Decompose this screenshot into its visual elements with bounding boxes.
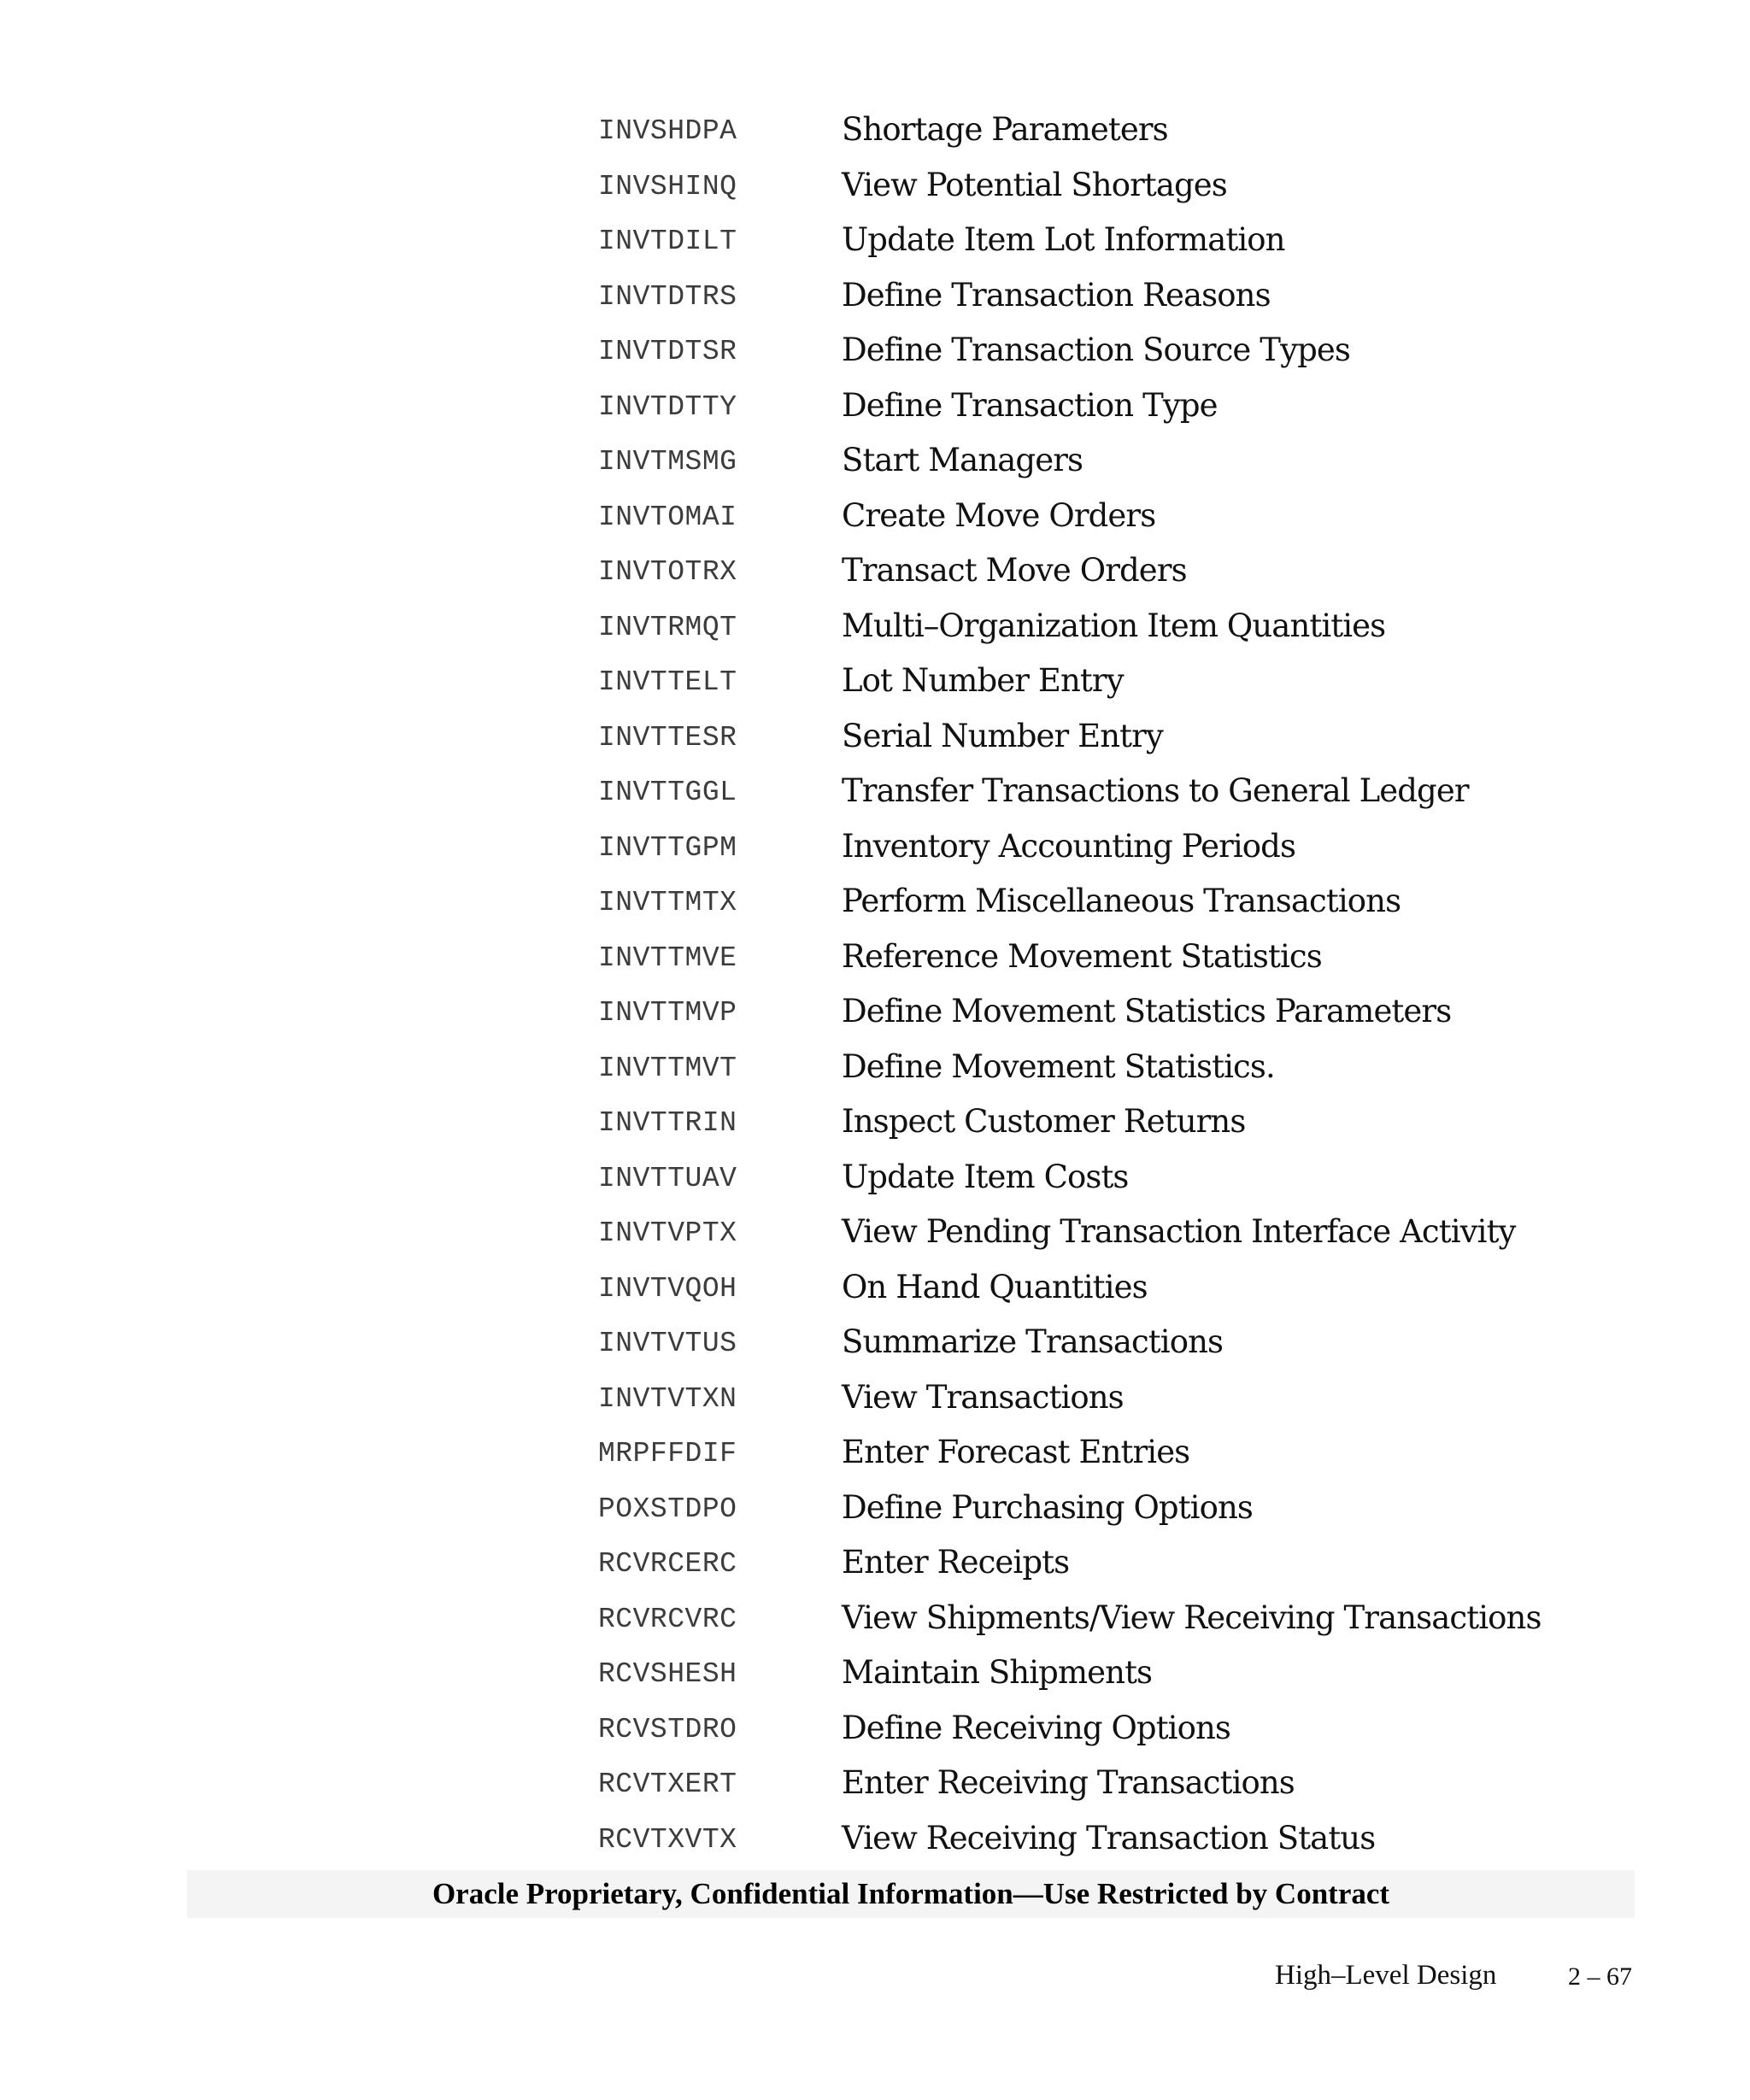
form-name: Define Transaction Source Types bbox=[842, 331, 1350, 368]
list-item bbox=[0, 1045, 1750, 1100]
form-name: Maintain Shipments bbox=[842, 1654, 1153, 1691]
footer-page-number: 2 – 67 bbox=[1568, 1962, 1632, 1991]
form-name: View Potential Shortages bbox=[842, 166, 1227, 203]
list-item bbox=[0, 1100, 1750, 1155]
list-item bbox=[0, 659, 1750, 714]
form-code: INVTVQOH bbox=[598, 1272, 737, 1305]
form-code: INVTTMVT bbox=[598, 1052, 737, 1084]
list-item bbox=[0, 218, 1750, 273]
list-item bbox=[0, 1761, 1750, 1816]
form-name: Define Purchasing Options bbox=[842, 1488, 1254, 1526]
form-name: Define Movement Statistics. bbox=[842, 1047, 1275, 1085]
form-code: INVTTMVE bbox=[598, 941, 737, 974]
form-name: Reference Movement Statistics bbox=[842, 937, 1322, 975]
form-name: Define Receiving Options bbox=[842, 1709, 1231, 1746]
form-code: RCVSHESH bbox=[598, 1658, 737, 1690]
list-item bbox=[0, 1265, 1750, 1321]
list-item bbox=[0, 714, 1750, 770]
form-code: RCVTXERT bbox=[598, 1769, 737, 1800]
form-code: INVTDTSR bbox=[598, 336, 737, 367]
form-code: INVTDILT bbox=[598, 226, 737, 257]
form-code: INVTRMQT bbox=[598, 611, 737, 643]
form-name: Start Managers bbox=[842, 442, 1083, 478]
form-code: MRPFFDIF bbox=[598, 1438, 737, 1469]
list-item bbox=[0, 328, 1750, 384]
form-name: On Hand Quantities bbox=[842, 1268, 1148, 1305]
form-name: View Transactions bbox=[842, 1378, 1124, 1416]
form-name: Create Move Orders bbox=[842, 496, 1156, 534]
form-code: INVTTRIN bbox=[598, 1107, 737, 1139]
confidential-banner bbox=[187, 1870, 1635, 1918]
form-code: INVTOMAI bbox=[598, 501, 737, 533]
form-code: INVTDTRS bbox=[598, 280, 737, 313]
list-item bbox=[0, 1816, 1750, 1872]
list-item bbox=[0, 1540, 1750, 1596]
form-code: INVTTGGL bbox=[598, 777, 737, 808]
form-code: INVTVPTX bbox=[598, 1217, 737, 1249]
form-name: View Shipments/View Receiving Transactions bbox=[842, 1598, 1542, 1636]
list-item bbox=[0, 879, 1750, 935]
form-name: Multi–Organization Item Quantities bbox=[842, 607, 1386, 644]
list-item bbox=[0, 1210, 1750, 1265]
list-item bbox=[0, 108, 1750, 163]
list-item bbox=[0, 1651, 1750, 1706]
form-code: RCVTXVTX bbox=[598, 1823, 737, 1856]
list-item bbox=[0, 935, 1750, 990]
footer-section-title: High–Level Design bbox=[1275, 1960, 1497, 1991]
list-item bbox=[0, 1706, 1750, 1762]
form-code: INVTVTXN bbox=[598, 1382, 737, 1415]
form-name: Summarize Transactions bbox=[842, 1323, 1224, 1360]
form-name: Inventory Accounting Periods bbox=[842, 827, 1296, 865]
list-item bbox=[0, 1376, 1750, 1431]
form-code: INVTVTUS bbox=[598, 1328, 737, 1359]
list-item bbox=[0, 769, 1750, 824]
form-name: Transfer Transactions to General Ledger bbox=[842, 772, 1469, 809]
form-name: View Receiving Transaction Status bbox=[842, 1819, 1376, 1857]
form-code: INVTDTTY bbox=[598, 390, 737, 423]
form-name: Lot Number Entry bbox=[842, 662, 1124, 699]
form-name: Transact Move Orders bbox=[842, 552, 1187, 589]
form-code: INVTTUAV bbox=[598, 1162, 737, 1194]
form-code: INVTTELT bbox=[598, 666, 737, 698]
form-name: Enter Receiving Transactions bbox=[842, 1764, 1295, 1801]
form-code: INVTTGPM bbox=[598, 831, 737, 864]
list-item bbox=[0, 1596, 1750, 1651]
list-item bbox=[0, 273, 1750, 329]
form-name: Update Item Costs bbox=[842, 1158, 1129, 1195]
form-code: INVSHDPA bbox=[598, 115, 737, 147]
form-code: INVTTMVP bbox=[598, 997, 737, 1029]
list-item bbox=[0, 1155, 1750, 1211]
form-list bbox=[0, 108, 1750, 1871]
list-item bbox=[0, 494, 1750, 549]
form-name: View Pending Transaction Interface Activity bbox=[842, 1213, 1516, 1250]
form-name: Shortage Parameters bbox=[842, 111, 1168, 148]
list-item bbox=[0, 384, 1750, 439]
form-name: Enter Forecast Entries bbox=[842, 1434, 1190, 1470]
form-code: INVTOTRX bbox=[598, 556, 737, 588]
list-item bbox=[0, 824, 1750, 880]
form-name: Inspect Customer Returns bbox=[842, 1103, 1246, 1140]
form-code: POXSTDPO bbox=[598, 1493, 737, 1525]
list-item bbox=[0, 438, 1750, 494]
form-name: Update Item Lot Information bbox=[842, 221, 1285, 258]
list-item bbox=[0, 1430, 1750, 1486]
list-item bbox=[0, 548, 1750, 604]
form-code: RCVRCVRC bbox=[598, 1603, 737, 1635]
form-name: Perform Miscellaneous Transactions bbox=[842, 883, 1401, 919]
form-code: RCVRCERC bbox=[598, 1548, 737, 1580]
form-name: Define Movement Statistics Parameters bbox=[842, 993, 1452, 1029]
list-item bbox=[0, 1320, 1750, 1376]
list-item bbox=[0, 989, 1750, 1045]
form-code: INVSHINQ bbox=[598, 170, 737, 202]
form-name: Serial Number Entry bbox=[842, 717, 1163, 754]
form-name: Define Transaction Reasons bbox=[842, 276, 1271, 314]
list-item bbox=[0, 163, 1750, 219]
list-item bbox=[0, 1486, 1750, 1541]
form-code: RCVSTDRO bbox=[598, 1713, 737, 1745]
form-code: INVTMSMG bbox=[598, 446, 737, 478]
list-item bbox=[0, 604, 1750, 660]
confidential-notice: Oracle Proprietary, Confidential Information––Use Restricted by Contract bbox=[432, 1877, 1390, 1910]
form-code: INVTTESR bbox=[598, 721, 737, 754]
form-code: INVTTMTX bbox=[598, 887, 737, 918]
form-name: Define Transaction Type bbox=[842, 386, 1218, 424]
form-name: Enter Receipts bbox=[842, 1544, 1070, 1581]
